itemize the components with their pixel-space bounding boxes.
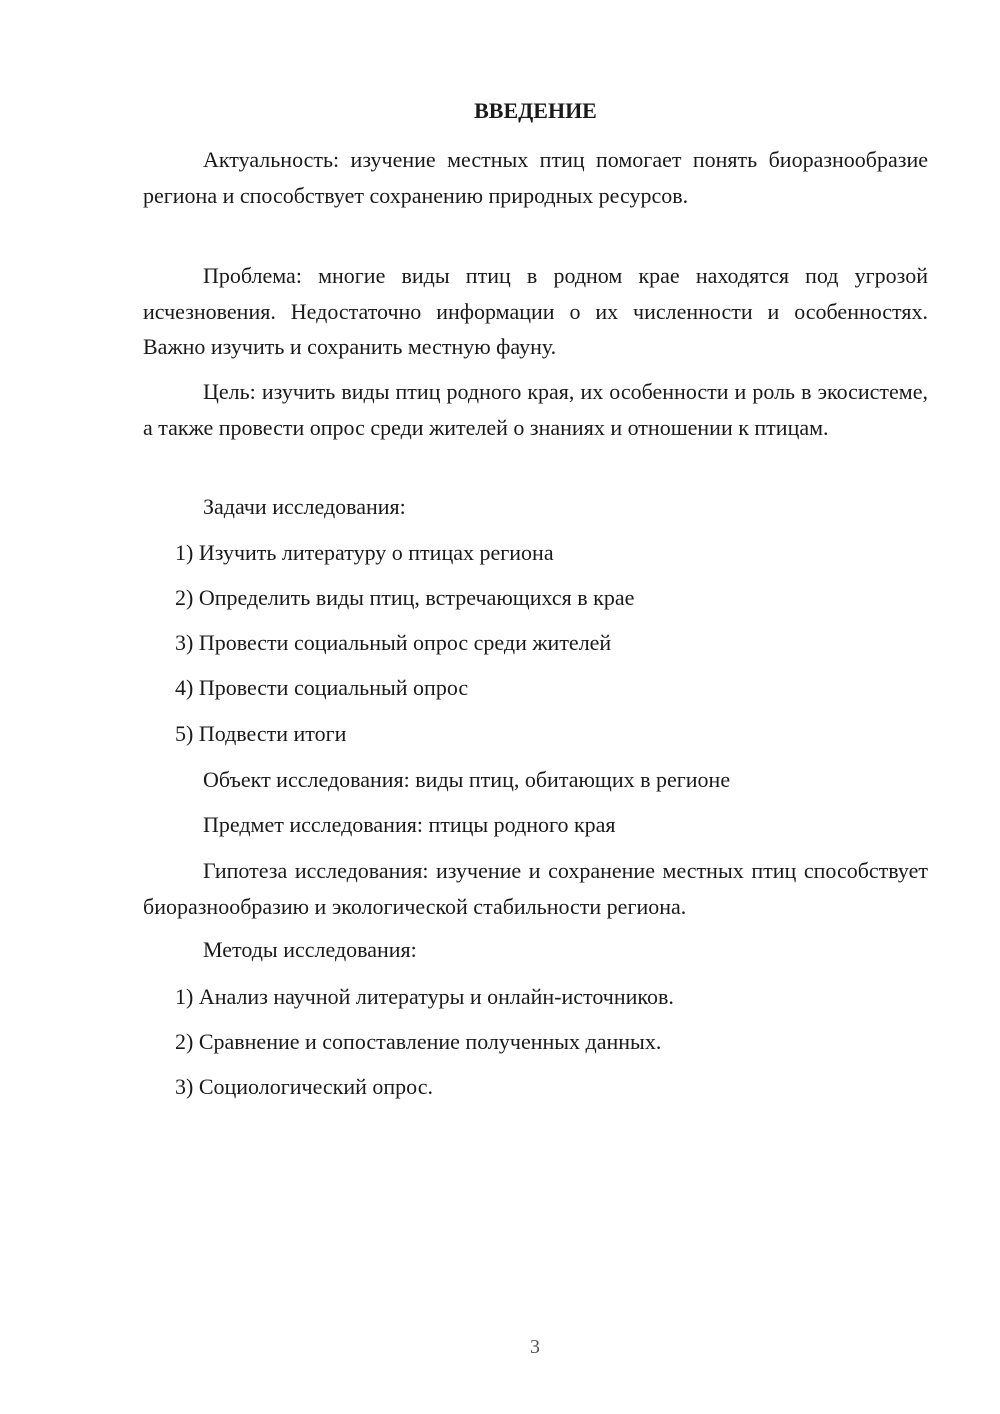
object-line: Объект исследования: виды птиц, обитающих в регионе [203, 767, 731, 792]
goal-paragraph: Цель: изучить виды птиц родного края, их особенности и роль в экосистеме, а также провести опрос среди жителей о знаниях и отношении к птицам. [143, 379, 928, 440]
relevance-paragraph: Актуальность: изучение местных птиц помогает понять биоразнообразие региона и способствует сохранению природных ресурсов. [143, 147, 928, 208]
problem-paragraph: Проблема: многие виды птиц в родном крае находятся под угрозой исчезновения. Недостаточно информации о их численности и особенностях. Важно изучить и сохранить местную фауну. [143, 263, 928, 359]
page-title: ВВЕДЕНИЕ [474, 98, 597, 123]
task-item: 1) Изучить литературу о птицах региона [175, 540, 554, 565]
task-item: 4) Провести социальный опрос [175, 675, 469, 700]
task-item: 2) Определить виды птиц, встречающихся в крае [175, 585, 635, 610]
method-item: 2) Сравнение и сопоставление полученных данных. [175, 1029, 662, 1054]
method-item: 1) Анализ научной литературы и онлайн-источников. [175, 984, 674, 1009]
task-item: 3) Провести социальный опрос среди жителей [175, 630, 612, 655]
hypothesis-paragraph: Гипотеза исследования: изучение и сохранение местных птиц способствует биоразнообразию и экологической стабильности региона. [143, 858, 928, 919]
method-item: 3) Социологический опрос. [175, 1074, 433, 1099]
subject-line: Предмет исследования: птицы родного края [203, 812, 616, 837]
page-number: 3 [530, 1336, 540, 1358]
task-item: 5) Подвести итоги [175, 721, 347, 746]
methods-heading: Методы исследования: [203, 937, 417, 962]
tasks-heading: Задачи исследования: [203, 494, 406, 519]
